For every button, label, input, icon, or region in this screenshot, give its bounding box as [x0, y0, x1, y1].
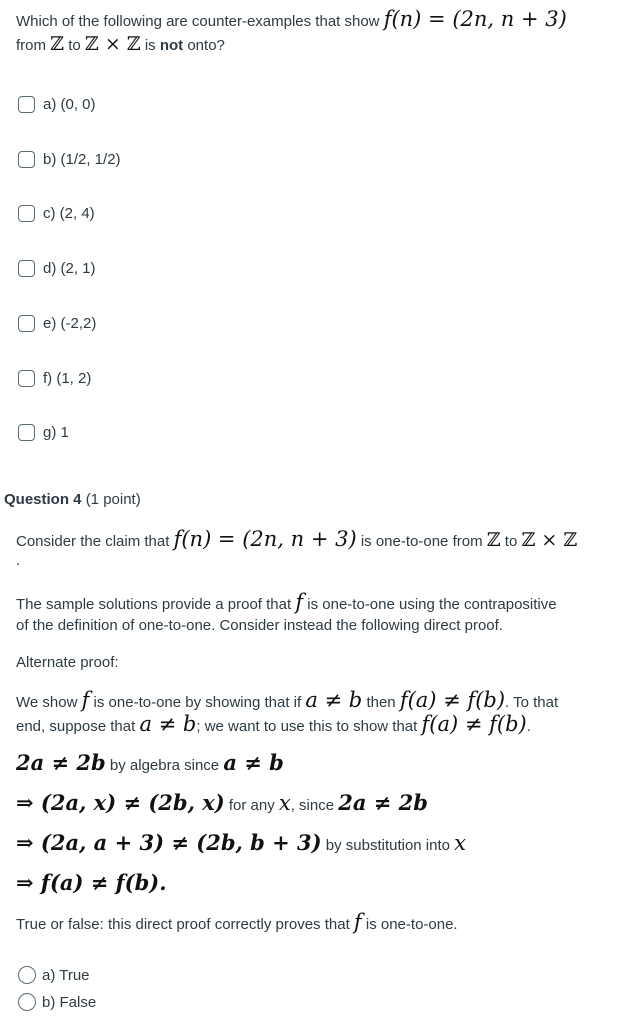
show-text-4: . To that: [505, 694, 559, 711]
sample-text: The sample solutions provide a proof that: [16, 596, 292, 613]
option-e[interactable]: [18, 313, 96, 333]
step3-math: ⇒ (2a, a + 3) ≠ (2b, b + 3): [16, 830, 322, 855]
integers-math: ℤ: [50, 33, 65, 55]
end-text: end, suppose that: [16, 718, 136, 735]
question3-line2: [16, 31, 567, 59]
claim-line: [16, 527, 577, 551]
checkbox[interactable]: [18, 260, 35, 277]
option-b[interactable]: [18, 149, 121, 169]
option-f[interactable]: [18, 368, 91, 388]
question-title: Question 4: [4, 491, 82, 508]
option-label: d) (2, 1): [43, 259, 96, 277]
question4-header: [4, 491, 141, 508]
show-text: We show: [16, 694, 78, 711]
sample-line-1: [16, 590, 557, 614]
option-label: b) (1/2, 1/2): [43, 150, 121, 168]
option-label: a) (0, 0): [43, 95, 96, 113]
option-label: f) (1, 2): [43, 369, 92, 387]
f-math: f: [295, 590, 304, 614]
step2-math-2: 2a ≠ 2b: [338, 790, 428, 815]
word-to: to: [504, 533, 518, 550]
prompt-text: Which of the following are counter-examples that show: [16, 13, 380, 30]
show-line: [16, 688, 558, 712]
option-label: a) True: [42, 966, 90, 984]
word-is: is: [144, 37, 156, 54]
proof-step-2: [16, 790, 428, 815]
step2-text-2: , since: [290, 797, 335, 814]
end-text-2: ; we want to use this to show that: [196, 718, 418, 735]
step1-math: 2a ≠ 2b: [16, 750, 106, 775]
word-not: not: [159, 37, 184, 54]
step4-math: ⇒ f(a) ≠ f(b).: [16, 870, 167, 895]
x-math: x: [454, 831, 467, 855]
checkbox[interactable]: [18, 315, 35, 332]
sample-line-2: of the definition of one-to-one. Consider instead the following direct proof.: [16, 617, 503, 634]
fa-neq-fb-math: f(a) ≠ f(b): [421, 712, 527, 736]
a-neq-b-math: a ≠ b: [139, 712, 197, 736]
checkbox[interactable]: [18, 96, 35, 113]
option-true[interactable]: [18, 965, 90, 985]
tf-text-2: is one-to-one.: [365, 916, 458, 933]
option-label: b) False: [42, 993, 97, 1011]
f-math: f: [353, 910, 362, 934]
step1-text: by algebra since: [109, 757, 220, 774]
tf-text: True or false: this direct proof correctly proves that: [16, 916, 350, 933]
integer-pairs-math: ℤ × ℤ: [521, 529, 578, 551]
end-text-3: .: [526, 718, 531, 735]
question3-prompt: [16, 6, 567, 59]
option-d[interactable]: [18, 258, 96, 278]
fa-neq-fb-math: f(a) ≠ f(b): [399, 688, 506, 712]
integer-pairs-math: ℤ × ℤ: [84, 33, 141, 55]
option-label: e) (-2,2): [43, 314, 97, 332]
word-onto: onto?: [187, 37, 225, 54]
show-text-3: then: [366, 694, 396, 711]
question-points: (1 point): [85, 491, 141, 508]
option-label: g) 1: [43, 423, 69, 441]
checkbox[interactable]: [18, 205, 35, 222]
radio-button[interactable]: [18, 993, 36, 1011]
checkbox[interactable]: [18, 424, 35, 441]
checkbox[interactable]: [18, 151, 35, 168]
sample-text-2: is one-to-one using the contrapositive: [307, 596, 557, 613]
radio-button[interactable]: [18, 966, 36, 984]
proof-step-3: [16, 830, 466, 855]
step2-math: ⇒ (2a, x) ≠ (2b, x): [16, 790, 225, 815]
claim-math: f(n) = (2n, n + 3): [173, 527, 357, 551]
claim-period: .: [16, 552, 21, 569]
option-c[interactable]: [18, 203, 95, 223]
step3-text: by substitution into: [325, 837, 450, 854]
end-line: [16, 712, 531, 736]
checkbox[interactable]: [18, 370, 35, 387]
a-neq-b-math: a ≠ b: [305, 688, 363, 712]
option-false[interactable]: [18, 992, 96, 1012]
step2-text: for any: [228, 797, 275, 814]
true-false-prompt: [16, 910, 458, 934]
claim-text-2: is one-to-one from: [360, 533, 483, 550]
option-g[interactable]: [18, 422, 69, 442]
show-text-2: is one-to-one by showing that if: [93, 694, 302, 711]
integers-math: ℤ: [486, 529, 501, 551]
word-to: to: [68, 37, 81, 54]
claim-text: Consider the claim that: [16, 533, 170, 550]
step1-math-2: a ≠ b: [223, 750, 284, 775]
proof-step-1: [16, 750, 284, 775]
proof-step-4: [16, 870, 167, 895]
x-math: x: [278, 791, 291, 815]
word-from: from: [16, 37, 46, 54]
function-math: f(n) = (2n, n + 3): [383, 7, 567, 31]
f-math: f: [81, 688, 90, 712]
option-label: c) (2, 4): [43, 204, 95, 222]
option-a[interactable]: [18, 94, 96, 114]
alternate-proof-label: Alternate proof:: [16, 654, 119, 671]
